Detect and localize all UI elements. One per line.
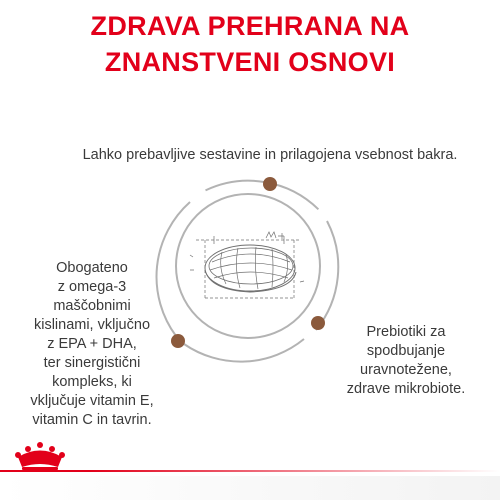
benefit-omega3-line: kislinami, vključno	[33, 317, 151, 333]
benefit-omega3-line: vitamin C in tavrin.	[32, 412, 152, 428]
benefit-prebiotics-line: Prebiotiki za	[366, 324, 446, 340]
footer-fade	[0, 476, 500, 500]
benefit-prebiotics-line: zdrave mikrobiote.	[346, 381, 466, 397]
benefit-prebiotics-line: uravnotežene,	[360, 362, 452, 378]
benefit-omega3-line: vključuje vitamin E,	[30, 393, 154, 409]
benefit-prebiotics-line: spodbujanje	[366, 343, 446, 359]
benefit-omega3-line: kompleks, ki	[52, 374, 132, 390]
connector-dot-right	[311, 316, 325, 330]
title-line-2: ZNANSTVENI OSNOVI	[104, 47, 396, 77]
benefit-omega3-line: Obogateno	[56, 260, 128, 276]
benefit-omega3-line: z omega-3	[57, 279, 127, 295]
benefit-digestibility: Lahko prebavljive sestavine in prilagojena vsebnost bakra.	[82, 147, 458, 163]
title-line-1: ZDRAVA PREHRANA NA	[90, 11, 410, 41]
royal-canin-crown-icon	[14, 440, 66, 472]
inner-ring	[176, 194, 320, 338]
benefit-omega3-line: z EPA + DHA,	[47, 336, 137, 352]
outer-ring-arc-bottom	[184, 339, 304, 362]
footer-divider	[0, 470, 500, 472]
connector-dot-left	[171, 334, 185, 348]
benefit-omega3-line: ter sinergistični	[43, 355, 141, 371]
connector-dot-top	[263, 177, 277, 191]
benefit-omega3-line: maščobnimi	[53, 298, 131, 314]
